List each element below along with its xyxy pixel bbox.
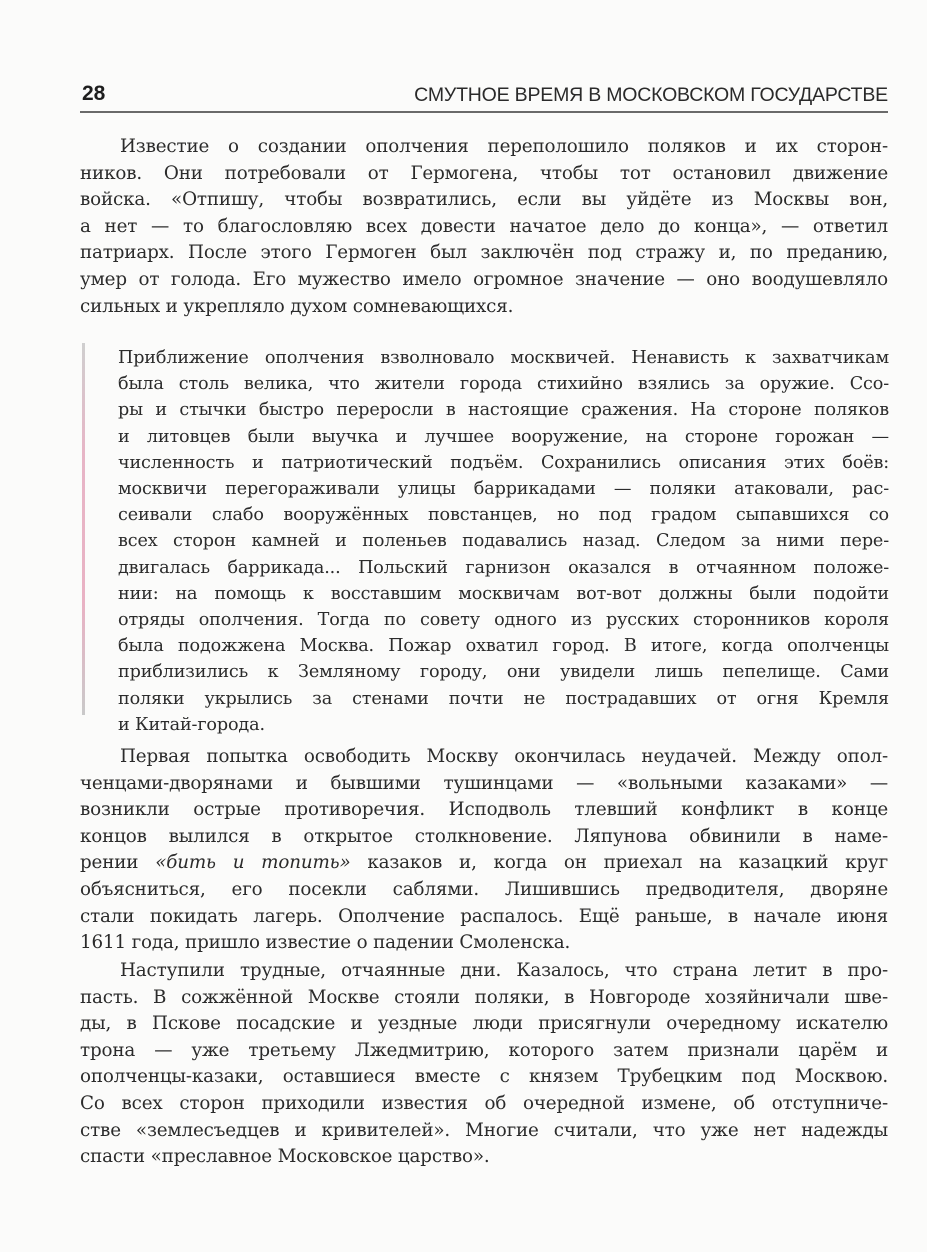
text-line: стали покидать лагерь. Ополчение распалось. Ещё раньше, в начале июня [80, 905, 888, 927]
text-line: поляки укрылись за стенами почти не пострадавших от огня Кремля [118, 688, 889, 709]
text-fragment: казаков и, когда он приехал на казацкий круг [350, 852, 888, 874]
text-line: численность и патриотический подъём. Сохранились описания этих боёв: [118, 452, 889, 473]
text-line: возникли острые противоречия. Исподволь тлевший конфликт в конце [80, 799, 888, 821]
text-line: спасти «преславное Московское царство». [80, 1146, 490, 1168]
text-line-with-italic [80, 850, 888, 877]
page-number: 28 [82, 82, 106, 105]
text-line: Приближение ополчения взволновало москвичей. Ненависть к захватчикам [118, 348, 889, 368]
text-line: и Китай-города. [118, 714, 265, 735]
text-line: ников. Они потребовали от Гермогена, чтобы тот остановил движение [80, 162, 888, 184]
text-line: двигалась баррикада... Польский гарнизон оказался в отчаянном положе- [118, 557, 889, 578]
text-line: умер от голода. Его мужество имело огромное значение — оно воодушевляло [80, 268, 888, 290]
paragraph-intro [80, 134, 888, 320]
paragraph-first-attempt [80, 744, 888, 957]
text-line: Наступили трудные, отчаянные дни. Казалось, что страна летит в про- [120, 960, 888, 981]
text-line: ополченцы-казаки, оставшиеся вместе с князем Трубецким под Москвою. [80, 1066, 888, 1088]
text-fragment: рении [80, 852, 156, 874]
text-line: войска. «Отпишу, чтобы возвратились, если вы уйдёте из Москвы вон, [80, 189, 888, 211]
text-line: всех сторон камней и поленьев подавались назад. Следом за ними пере- [118, 531, 889, 552]
text-line: и литовцев были выучка и лучшее вооружение, на стороне горожан — [118, 426, 889, 447]
text-line: патриарх. После этого Гермоген был заключён под стражу и, по преданию, [80, 242, 888, 264]
header-rule [80, 111, 888, 113]
text-line: москвичи перегораживали улицы баррикадами — поляки атаковали, рас- [118, 479, 889, 500]
text-line: приблизились к Земляному городу, они увидели лишь пепелище. Сами [118, 662, 889, 683]
text-line: ды, в Пскове посадские и уездные люди присягнули очередному искателю [80, 1013, 888, 1035]
text-line: а нет — то благословляю всех довести начатое дело до конца», — ответил [80, 215, 888, 237]
text-line: была столь велика, что жители города стихийно взялись за оружие. Ссо- [118, 374, 889, 395]
text-line: стве «землесъедцев и кривителей». Многие считали, что уже нет надежды [80, 1119, 888, 1141]
text-line: сильных и укрепляло духом сомневающихся. [80, 295, 514, 317]
italic-quote: «бить и топить» [155, 852, 351, 874]
text-line: отряды ополчения. Тогда по совету одного из русских сторонников короля [118, 610, 889, 631]
text-line: концов вылился в открытое столкновение. Ляпунова обвинили в наме- [80, 825, 888, 847]
running-title: СМУТНОЕ ВРЕМЯ В МОСКОВСКОМ ГОСУДАРСТВЕ [414, 84, 888, 106]
paragraph-hard-days [80, 958, 888, 1171]
text-line: трона — уже третьему Лжедмитрию, которого затем признали царём и [80, 1039, 888, 1061]
text-line: нии: на помощь к восставшим москвичам вот-вот должны были подойти [118, 583, 889, 604]
text-line: Со всех сторон приходили известия об очередной измене, об отступниче- [80, 1092, 888, 1114]
text-line: Первая попытка освободить Москву окончилась неудачей. Между опол- [120, 746, 888, 767]
paragraph-box [118, 345, 889, 738]
supplementary-text-box [80, 343, 889, 735]
text-line: Известие о создании ополчения переполошило поляков и их сторон- [120, 136, 888, 157]
page-header [80, 82, 888, 110]
box-accent-bar [82, 343, 85, 715]
text-line: пасть. В сожжённой Москве стояли поляки, в Новгороде хозяйничали шве- [80, 986, 888, 1008]
text-line: ченцами-дворянами и бывшими тушинцами — «вольными казаками» — [80, 772, 888, 794]
text-line: была подожжена Москва. Пожар охватил город. В итоге, когда ополченцы [118, 636, 889, 657]
text-line: 1611 года, пришло известие о падении Смоленска. [80, 932, 571, 954]
text-line: сеивали слабо вооружённых повстанцев, но под градом сыпавшихся со [118, 505, 889, 526]
text-line: объясниться, его посекли саблями. Лишившись предводителя, дворяне [80, 878, 888, 900]
text-line: ры и стычки быстро переросли в настоящие сражения. На стороне поляков [118, 400, 889, 421]
